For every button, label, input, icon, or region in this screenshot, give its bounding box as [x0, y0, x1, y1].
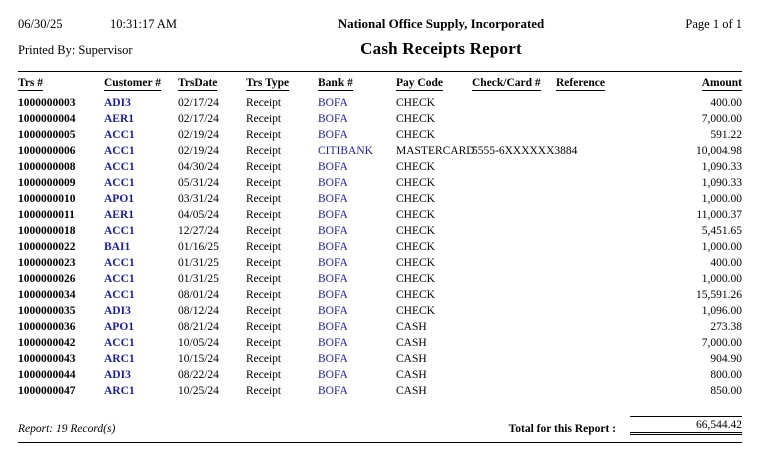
cell-check-card-number: [472, 335, 556, 351]
cell-trs-type: Receipt: [246, 337, 282, 349]
col-header-amount-label: Amount: [701, 77, 742, 89]
cell-check-card-number: [472, 127, 556, 143]
col-header-customer: [104, 72, 178, 95]
table-row: [18, 191, 742, 207]
table-row: [18, 143, 742, 159]
page-title: Cash Receipts Report: [360, 39, 522, 58]
cell-customer-number: APO1: [104, 321, 135, 333]
cell-trs-date: 12/27/24: [178, 225, 219, 237]
footer-divider: [18, 442, 742, 443]
cell-trs-type: Receipt: [246, 305, 282, 317]
cell-trs-type: Receipt: [246, 241, 282, 253]
table-row: [18, 239, 742, 255]
cell-trs-number: 1000000010: [18, 193, 76, 205]
cell-pay-code: CHECK: [396, 193, 435, 205]
cell-trs-date: 05/31/24: [178, 177, 219, 189]
cell-check-card-number: [472, 239, 556, 255]
table-row: [18, 383, 742, 399]
cell-bank-number: BOFA: [318, 337, 348, 349]
cell-check-card-number: [472, 191, 556, 207]
cell-customer-number: ACC1: [104, 129, 135, 141]
table-row: [18, 287, 742, 303]
cell-trs-type: Receipt: [246, 177, 282, 189]
cell-amount: 1,000.00: [701, 273, 742, 285]
table-row: [18, 351, 742, 367]
cell-trs-date: 08/22/24: [178, 369, 219, 381]
col-header-trs: [18, 72, 104, 95]
cell-trs-type: Receipt: [246, 129, 282, 141]
cell-customer-number: ADI3: [104, 369, 131, 381]
cell-bank-number: BOFA: [318, 305, 348, 317]
col-header-paycode-label: Pay Code: [396, 77, 443, 89]
cell-customer-number: ARC1: [104, 385, 135, 397]
cell-pay-code: CASH: [396, 337, 427, 349]
cell-amount: 1,096.00: [701, 305, 742, 317]
cell-amount: 400.00: [710, 257, 742, 269]
cell-trs-type: Receipt: [246, 225, 282, 237]
cell-bank-number: BOFA: [318, 353, 348, 365]
cell-reference: [556, 287, 652, 303]
page-number: Page 1 of 1: [685, 17, 742, 31]
col-header-trstype: [246, 72, 318, 95]
cell-reference: [556, 191, 652, 207]
cell-trs-number: 1000000008: [18, 161, 76, 173]
cell-amount: 7,000.00: [701, 337, 742, 349]
cell-trs-number: 1000000042: [18, 337, 76, 349]
cell-bank-number: BOFA: [318, 289, 348, 301]
cell-bank-number: BOFA: [318, 129, 348, 141]
cell-amount: 850.00: [710, 385, 742, 397]
total-label: Total for this Report :: [508, 423, 616, 435]
cell-trs-date: 01/16/25: [178, 241, 219, 253]
cell-bank-number: BOFA: [318, 225, 348, 237]
cell-trs-date: 10/15/24: [178, 353, 219, 365]
cell-bank-number: BOFA: [318, 369, 348, 381]
table-row: [18, 367, 742, 383]
cell-pay-code: CASH: [396, 353, 427, 365]
cell-check-card-number: [472, 255, 556, 271]
cell-trs-number: 1000000004: [18, 113, 76, 125]
printed-by: Printed By: Supervisor: [18, 43, 133, 57]
cell-amount: 11,000.37: [696, 209, 742, 221]
cell-check-card-number: [472, 303, 556, 319]
cell-trs-number: 1000000034: [18, 289, 76, 301]
cell-customer-number: APO1: [104, 193, 135, 205]
cell-customer-number: BAI1: [104, 241, 131, 253]
total-value: 66,544.42: [630, 416, 742, 435]
col-header-checkcard: [472, 72, 556, 95]
cell-trs-type: Receipt: [246, 209, 282, 221]
cell-pay-code: CHECK: [396, 257, 435, 269]
cell-amount: 400.00: [710, 97, 742, 109]
cell-customer-number: ACC1: [104, 337, 135, 349]
cell-trs-number: 1000000022: [18, 241, 76, 253]
cell-pay-code: CHECK: [396, 225, 435, 237]
cell-reference: [556, 111, 652, 127]
cell-check-card-number: [472, 287, 556, 303]
cell-trs-date: 08/12/24: [178, 305, 219, 317]
col-header-bank: [318, 72, 396, 95]
cell-trs-number: 1000000036: [18, 321, 76, 333]
cell-trs-number: 1000000047: [18, 385, 76, 397]
company-name: National Office Supply, Incorporated: [337, 16, 545, 31]
cell-amount: 5,451.65: [701, 225, 742, 237]
cell-amount: 1,090.33: [701, 161, 742, 173]
cell-trs-number: 1000000005: [18, 129, 76, 141]
cell-trs-number: 1000000006: [18, 145, 76, 157]
cell-trs-date: 02/19/24: [178, 129, 219, 141]
table-row: [18, 159, 742, 175]
cell-reference: [556, 367, 652, 383]
col-header-customer-label: Customer #: [104, 77, 161, 89]
cell-trs-type: Receipt: [246, 289, 282, 301]
cell-bank-number: BOFA: [318, 161, 348, 173]
table-header-row: [18, 72, 742, 95]
cell-pay-code: CHECK: [396, 289, 435, 301]
cell-reference: [556, 351, 652, 367]
cell-check-card-number: [472, 367, 556, 383]
cell-customer-number: AER1: [104, 113, 135, 125]
cell-bank-number: BOFA: [318, 97, 348, 109]
table-row: [18, 127, 742, 143]
table-row: [18, 271, 742, 287]
record-count: Report: 19 Record(s): [18, 423, 116, 435]
report-header-top: [18, 16, 742, 32]
cell-amount: 800.00: [710, 369, 742, 381]
cell-pay-code: CHECK: [396, 97, 435, 109]
cell-reference: [556, 95, 652, 111]
cell-trs-type: Receipt: [246, 321, 282, 333]
table-row: [18, 223, 742, 239]
cell-trs-type: Receipt: [246, 257, 282, 269]
cell-amount: 1,000.00: [701, 193, 742, 205]
cell-check-card-number: [472, 271, 556, 287]
cell-reference: [556, 223, 652, 239]
col-header-trstype-label: Trs Type: [246, 77, 290, 89]
cell-customer-number: ACC1: [104, 225, 135, 237]
cell-customer-number: ADI3: [104, 305, 131, 317]
cell-amount: 591.22: [710, 129, 742, 141]
table-row: [18, 255, 742, 271]
cell-pay-code: CASH: [396, 321, 427, 333]
cell-trs-date: 10/05/24: [178, 337, 219, 349]
cell-reference: [556, 335, 652, 351]
col-header-trs-label: Trs #: [18, 77, 44, 89]
cell-amount: 10,004.98: [696, 145, 742, 157]
table-row: [18, 207, 742, 223]
cell-pay-code: CHECK: [396, 305, 435, 317]
table-row: [18, 319, 742, 335]
cell-reference: [556, 271, 652, 287]
cell-customer-number: ACC1: [104, 177, 135, 189]
cell-reference: [556, 207, 652, 223]
cell-reference: [556, 159, 652, 175]
cell-trs-date: 08/21/24: [178, 321, 219, 333]
cell-bank-number: BOFA: [318, 177, 348, 189]
cell-trs-type: Receipt: [246, 113, 282, 125]
cell-trs-date: 02/17/24: [178, 97, 219, 109]
col-header-paycode: [396, 72, 472, 95]
cell-trs-number: 1000000003: [18, 97, 76, 109]
cell-trs-number: 1000000035: [18, 305, 76, 317]
cell-check-card-number: [472, 383, 556, 399]
cell-reference: [556, 127, 652, 143]
col-header-trsdate: [178, 72, 246, 95]
col-header-reference-label: Reference: [556, 77, 605, 89]
table-row: [18, 175, 742, 191]
cell-customer-number: ACC1: [104, 273, 135, 285]
cell-bank-number: CITIBANK: [318, 145, 373, 157]
report-date: 06/30/25: [18, 17, 63, 31]
cell-trs-date: 04/30/24: [178, 161, 219, 173]
table-body: [18, 95, 742, 399]
col-header-trsdate-label: TrsDate: [178, 77, 218, 89]
cell-bank-number: BOFA: [318, 113, 348, 125]
cell-trs-type: Receipt: [246, 353, 282, 365]
cell-bank-number: BOFA: [318, 257, 348, 269]
cell-trs-date: 01/31/25: [178, 257, 219, 269]
cell-amount: 7,000.00: [701, 113, 742, 125]
cell-trs-date: 03/31/24: [178, 193, 219, 205]
cell-check-card-number: [472, 207, 556, 223]
cell-customer-number: ACC1: [104, 289, 135, 301]
cell-amount: 15,591.26: [696, 289, 742, 301]
cell-pay-code: CHECK: [396, 177, 435, 189]
cell-customer-number: ACC1: [104, 161, 135, 173]
cell-check-card-number: [472, 175, 556, 191]
report-header-second: [18, 39, 742, 59]
cell-trs-number: 1000000011: [18, 209, 75, 221]
cell-trs-date: 02/17/24: [178, 113, 219, 125]
cell-customer-number: ADI3: [104, 97, 131, 109]
table-row: [18, 335, 742, 351]
cell-customer-number: AER1: [104, 209, 135, 221]
table-row: [18, 111, 742, 127]
cell-amount: 904.90: [710, 353, 742, 365]
cell-bank-number: BOFA: [318, 273, 348, 285]
cell-reference: [556, 175, 652, 191]
cell-reference: [556, 303, 652, 319]
cell-pay-code: CHECK: [396, 129, 435, 141]
cell-reference: [556, 319, 652, 335]
cell-trs-date: 02/19/24: [178, 145, 219, 157]
cell-pay-code: CHECK: [396, 209, 435, 221]
cell-trs-number: 1000000043: [18, 353, 76, 365]
cell-bank-number: BOFA: [318, 193, 348, 205]
cell-customer-number: ACC1: [104, 257, 135, 269]
col-header-bank-label: Bank #: [318, 77, 353, 89]
cell-trs-date: 04/05/24: [178, 209, 219, 221]
cell-amount: 273.38: [710, 321, 742, 333]
report-footer: [18, 416, 742, 435]
cell-trs-date: 08/01/24: [178, 289, 219, 301]
cell-pay-code: CASH: [396, 369, 427, 381]
cell-reference: [556, 239, 652, 255]
cell-trs-type: Receipt: [246, 161, 282, 173]
cell-check-card-number: [472, 351, 556, 367]
cell-trs-number: 1000000026: [18, 273, 76, 285]
col-header-reference: [556, 72, 652, 95]
cell-customer-number: ACC1: [104, 145, 135, 157]
col-header-checkcard-label: Check/Card #: [472, 77, 541, 89]
cell-bank-number: BOFA: [318, 241, 348, 253]
cell-pay-code: CHECK: [396, 241, 435, 253]
cell-check-card-number: [472, 111, 556, 127]
cell-reference: [556, 383, 652, 399]
cell-trs-type: Receipt: [246, 145, 282, 157]
cell-trs-number: 1000000018: [18, 225, 76, 237]
cell-trs-number: 1000000009: [18, 177, 76, 189]
cell-trs-number: 1000000044: [18, 369, 76, 381]
cell-check-card-number: [472, 223, 556, 239]
cell-bank-number: BOFA: [318, 385, 348, 397]
cell-check-card-number: 5555-6XXXXXX3884: [472, 145, 578, 157]
cash-receipts-table: [18, 72, 742, 399]
cell-trs-type: Receipt: [246, 97, 282, 109]
cell-amount: 1,000.00: [701, 241, 742, 253]
cell-trs-type: Receipt: [246, 273, 282, 285]
report-time: 10:31:17 AM: [110, 17, 178, 31]
cell-pay-code: MASTERCARD: [396, 145, 475, 157]
cell-amount: 1,090.33: [701, 177, 742, 189]
cell-pay-code: CHECK: [396, 113, 435, 125]
cell-reference: [556, 255, 652, 271]
cell-check-card-number: [472, 95, 556, 111]
cell-trs-type: Receipt: [246, 193, 282, 205]
cell-pay-code: CHECK: [396, 161, 435, 173]
table-row: [18, 303, 742, 319]
table-row: [18, 95, 742, 111]
cell-bank-number: BOFA: [318, 321, 348, 333]
cell-trs-date: 10/25/24: [178, 385, 219, 397]
cell-pay-code: CASH: [396, 385, 427, 397]
cell-check-card-number: [472, 319, 556, 335]
cell-check-card-number: [472, 159, 556, 175]
cell-pay-code: CHECK: [396, 273, 435, 285]
cell-trs-number: 1000000023: [18, 257, 76, 269]
cell-trs-type: Receipt: [246, 369, 282, 381]
cell-trs-date: 01/31/25: [178, 273, 219, 285]
cell-customer-number: ARC1: [104, 353, 135, 365]
cell-trs-type: Receipt: [246, 385, 282, 397]
cell-bank-number: BOFA: [318, 209, 348, 221]
col-header-amount: [652, 72, 742, 95]
